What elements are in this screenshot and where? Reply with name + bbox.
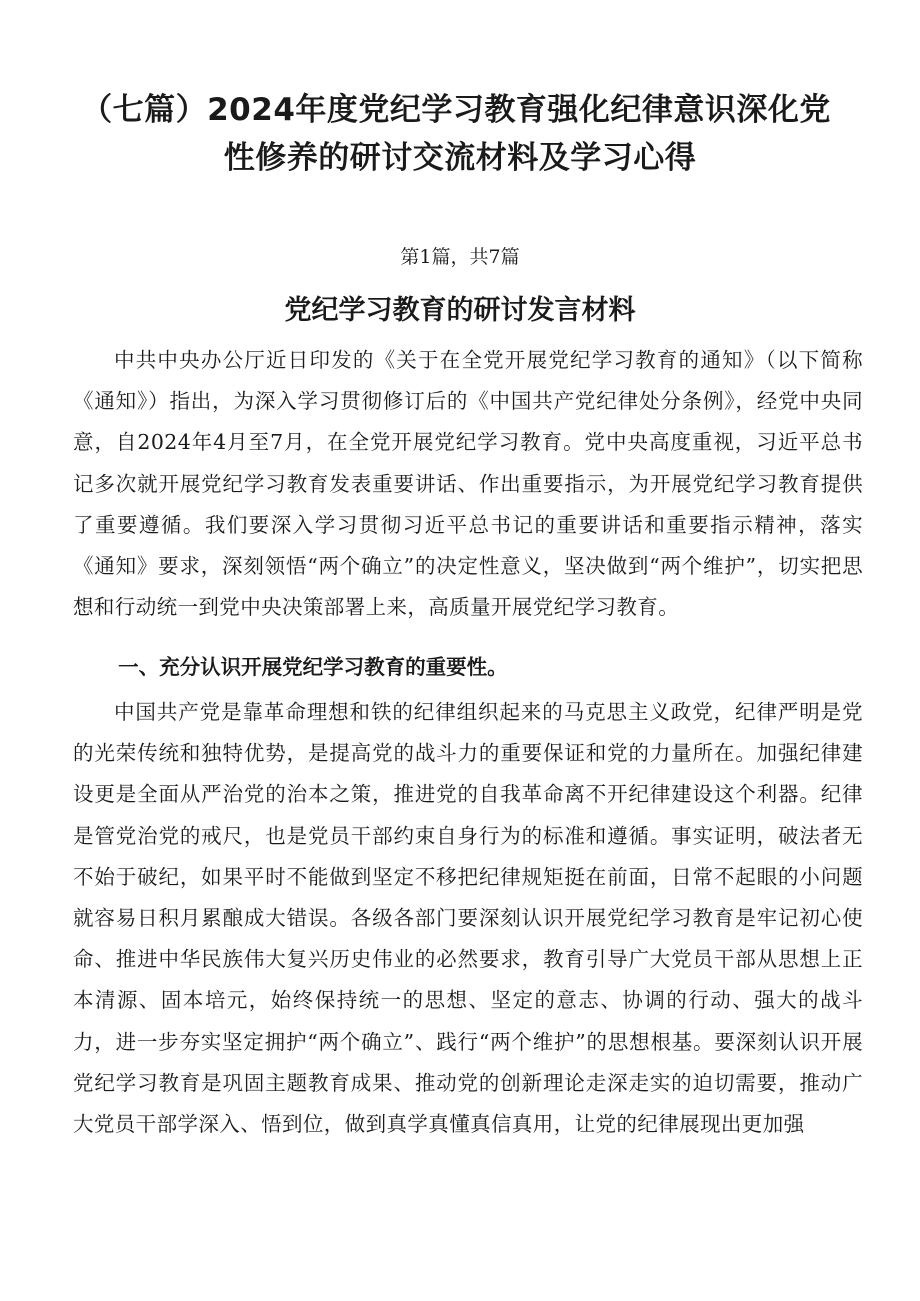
document-title	[60, 86, 860, 182]
document-title-line-1: （七篇）2024年度党纪学习教育强化纪律意识深化党	[81, 92, 831, 128]
part-label: 第1篇，共7篇	[400, 246, 520, 268]
body-paragraph-1: 中国共产党是靠革命理想和铁的纪律组织起来的马克思主义政党，纪律严明是党的光荣传统和独特优势，是提高党的战斗力的重要保证和党的力量所在。加强纪律建设更是全面从严治党的治本之策，推进党的自我革命离不开纪律建设这个利器。纪律是管党治党的戒尺，也是党员干部约束自身行为的标准和遵循。事实证明，破法者无不始于破纪，如果平时不能做到坚定不移把纪律规矩挺在前面，日常不起眼的小问题就容易日积月累酿成大错误。各级各部门要深刻认识开展党纪学习教育是牢记初心使命、推进中华民族伟大复兴历史伟业的必然要求，教育引导广大党员干部从思想上正本清源、固本培元，始终保持统一的思想、坚定的意志、协调的行动、强大的战斗力，进一步夯实坚定拥护“两个确立”、践行“两个维护”的思想根基。要深刻认识开展党纪学习教育是巩固主题教育成果、推动党的创新理论走深走实的迫切需要，推动广大党员干部学深入、悟到位，做到真学真懂真信真用，让党的纪律展现出更加强	[73, 700, 863, 1137]
section-title: 党纪学习教育的研讨发言材料	[284, 295, 636, 326]
subheading-1: 一、充分认识开展党纪学习教育的重要性。	[118, 655, 508, 679]
document-title-line-2: 性修养的研讨交流材料及学习心得	[223, 140, 697, 176]
intro-paragraph: 中共中央办公厅近日印发的《关于在全党开展党纪学习教育的通知》（以下简称《通知》）指出，为深入学习贯彻修订后的《中国共产党纪律处分条例》，经党中央同意，自2024年4月至7月，在全党开展党纪学习教育。党中央高度重视，习近平总书记多次就开展党纪学习教育发表重要讲话、作出重要指示，为开展党纪学习教育提供了重要遵循。我们要深入学习贯彻习近平总书记的重要讲话和重要指示精神，落实《通知》要求，深刻领悟“两个确立”的决定性意义，坚决做到“两个维护”，切实把思想和行动统一到党中央决策部署上来，高质量开展党纪学习教育。	[73, 348, 863, 620]
